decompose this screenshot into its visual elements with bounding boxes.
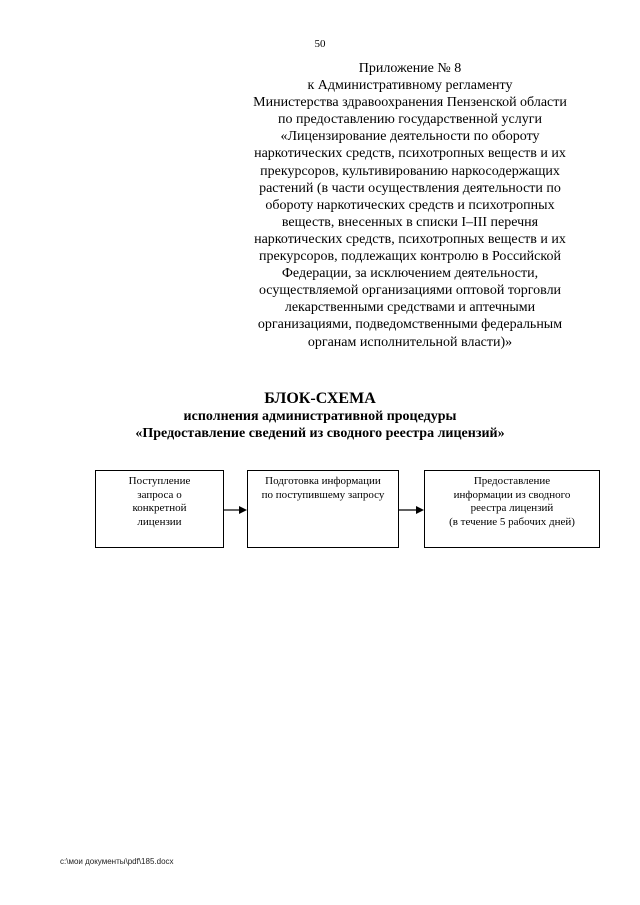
flow-arrow: [224, 505, 247, 515]
flowchart: [95, 470, 601, 550]
appendix-line: Приложение № 8: [358, 61, 462, 76]
appendix-line: «Лицензирование деятельности по обороту: [280, 129, 540, 145]
step-text-line: реестра лицензий: [470, 502, 554, 514]
step-text-line: (в течение 5 рабочих дней): [449, 515, 575, 528]
appendix-line: органам исполнительной власти)»: [307, 334, 513, 350]
appendix-line: наркотических средств, психотропных веществ и их: [254, 231, 566, 247]
appendix-line: к Административному регламенту: [307, 78, 513, 94]
flow-arrow: [399, 505, 424, 515]
heading-procedure-name: «Предоставление сведений из сводного реестра лицензий»: [135, 426, 505, 441]
flowchart-step-provide-information: [424, 470, 600, 548]
appendix-line: Министерства здравоохранения Пензенской области: [253, 95, 567, 111]
step-text-line: конкретной: [132, 502, 187, 514]
step-text-line: по поступившему запросу: [261, 488, 385, 501]
appendix-line: растений (в части осуществления деятельности по: [259, 180, 561, 196]
appendix-line: наркотических средств, психотропных веществ и их: [254, 146, 566, 162]
appendix-line: Федерации, за исключением деятельности,: [281, 266, 539, 282]
heading-subtitle: исполнения административной процедуры: [183, 409, 457, 424]
heading-title: БЛОК-СХЕМА: [264, 390, 376, 407]
step-text-line: Предоставление: [473, 475, 551, 487]
flowchart-step-request-received: [95, 470, 224, 548]
flowchart-step-prepare-information: [247, 470, 399, 548]
step-text-line: запроса о: [137, 488, 182, 501]
step-text-line: лицензии: [137, 515, 182, 528]
appendix-header: [230, 60, 590, 351]
appendix-line: осуществляемой организациями оптовой торговли: [258, 283, 562, 299]
appendix-line: прекурсоров, подлежащих контролю в Российской: [259, 249, 561, 265]
step-text-line: информации из сводного: [453, 488, 571, 501]
file-path-footer: c:\мои документы\pdf\185.docx: [60, 857, 174, 866]
flowchart-heading: [0, 390, 640, 442]
appendix-line: лекарственными средствами и аптечными: [284, 300, 536, 316]
appendix-line: прекурсоров, культивированию наркосодержащих: [260, 163, 560, 179]
page-number: 50: [314, 38, 326, 50]
appendix-line: организациями, подведомственными федеральным: [257, 317, 563, 333]
step-text-line: Подготовка информации: [265, 475, 381, 487]
appendix-line: по предоставлению государственной услуги: [278, 112, 542, 128]
appendix-line: веществ, внесенных в списки I–III перечня: [281, 214, 539, 230]
step-text-line: Поступление: [128, 475, 191, 487]
appendix-line: обороту наркотических средств и психотропных: [265, 197, 555, 213]
